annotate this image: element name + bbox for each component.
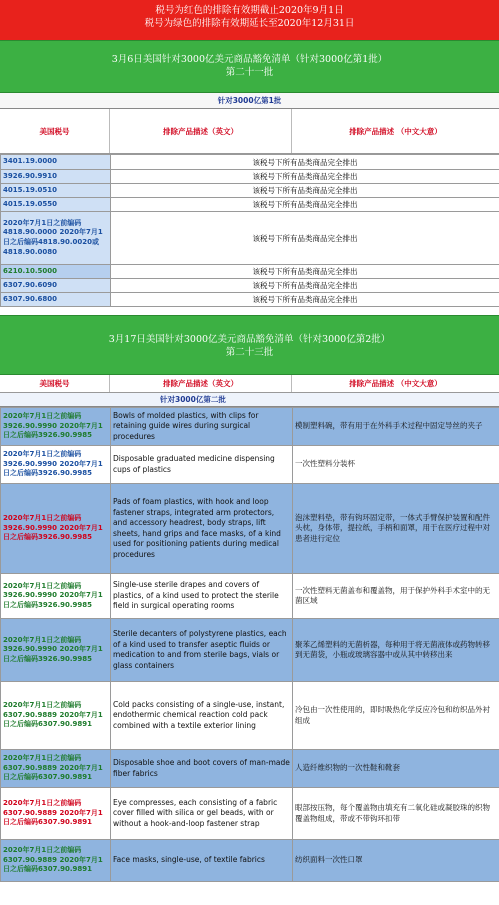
list2-col-en: 排除产品描述（英文） (110, 375, 292, 392)
chinese-description-cell: 眼部按压物，每个覆盖物由填充有二氧化硅或凝胶珠的织物覆盖物组成，带或不带钩环扣带 (293, 788, 499, 840)
list1-header-row (0, 109, 499, 154)
english-description-cell: Disposable shoe and boot covers of man-made fiber fabrics (111, 750, 293, 788)
description-cell: 该税号下所有品类商品完全排出 (111, 265, 499, 279)
table-row (1, 840, 499, 882)
table-row (1, 279, 499, 293)
chinese-description-cell: 聚苯乙烯塑料的无菌析器，每种用于将无菌液体或药物转移到无菌袋，小瓶或玻璃容器中或从其中转移出来 (293, 619, 499, 682)
english-description-cell: Single-use sterile drapes and covers of plastics, of a kind used to protect the sterile field in surgical operating rooms (111, 574, 293, 619)
table-row (1, 212, 499, 265)
english-description-cell: Eye compresses, each consisting of a fabric cover filled with silica or gel beads, with or without a hook-and-loop fastener strap (111, 788, 293, 840)
list1-title (0, 40, 499, 93)
table-row (1, 619, 499, 682)
description-cell: 该税号下所有品类商品完全排出 (111, 279, 499, 293)
english-description-cell: Pads of foam plastics, with hook and loop fastener straps, integrated arm protectors, and accessory headrest, body straps, lift sheets, hand grips and face masks, of a kind used for positioning patients during medical procedures (111, 484, 293, 574)
hs-code-cell: 6307.90.6090 (1, 279, 111, 293)
hs-code-cell: 2020年7月1日之前编码4818.90.0000 2020年7月1日之后编码4818.90.0020或4818.90.0080 (1, 212, 111, 265)
hs-code-cell: 2020年7月1日之前编码6307.90.9889 2020年7月1日之后编码6307.90.9891 (1, 750, 111, 788)
table-row (1, 265, 499, 279)
table-row (1, 750, 499, 788)
description-cell: 该税号下所有品类商品完全排出 (111, 212, 499, 265)
table-row (1, 184, 499, 198)
list2-title-batch: 第二十三批 (225, 347, 274, 358)
list2-header-row (0, 375, 499, 393)
chinese-description-cell: 冷包由一次性使用的，即时吸热化学反应冷包和纺织品外衬组成 (293, 682, 499, 750)
list2-col-code: 美国税号 (0, 375, 110, 392)
table-row (1, 170, 499, 184)
english-description-cell: Cold packs consisting of a single-use, instant, endothermic chemical reaction cold pack combined with a textile exterior lining (111, 682, 293, 750)
hs-code-cell: 2020年7月1日之前编码3926.90.9990 2020年7月1日之后编码3926.90.9985 (1, 484, 111, 574)
hs-code-cell: 2020年7月1日之前编码6307.90.9889 2020年7月1日之后编码6307.90.9891 (1, 840, 111, 882)
english-description-cell: Disposable graduated medicine dispensing cups of plastics (111, 446, 293, 484)
chinese-description-cell: 纺织面料一次性口罩 (293, 840, 499, 882)
chinese-description-cell: 人造纤维织物的一次性鞋和靴套 (293, 750, 499, 788)
table-row (1, 198, 499, 212)
chinese-description-cell: 一次性塑料分装杯 (293, 446, 499, 484)
chinese-description-cell: 一次性塑料无菌盖布和覆盖物，用于保护外科手术室中的无菌区域 (293, 574, 499, 619)
list2-title (0, 315, 499, 375)
hs-code-cell: 6210.10.5000 (1, 265, 111, 279)
description-cell: 该税号下所有品类商品完全排出 (111, 293, 499, 307)
description-cell: 该税号下所有品类商品完全排出 (111, 170, 499, 184)
hs-code-cell: 2020年7月1日之前编码3926.90.9990 2020年7月1日之后编码3926.90.9985 (1, 619, 111, 682)
hs-code-cell: 2020年7月1日之前编码6307.90.9889 2020年7月1日之后编码6307.90.9891 (1, 682, 111, 750)
list1-col-code: 美国税号 (0, 109, 110, 153)
expiry-banner (0, 0, 499, 40)
list2-table (0, 407, 499, 882)
hs-code-cell: 3926.90.9910 (1, 170, 111, 184)
list1-col-en: 排除产品描述（英文） (110, 109, 292, 153)
list1-subhead: 针对3000亿第1批 (0, 93, 499, 109)
hs-code-cell: 2020年7月1日之前编码3926.90.9990 2020年7月1日之后编码3926.90.9985 (1, 408, 111, 446)
table-row (1, 574, 499, 619)
banner-line-red: 税号为红色的排除有效期截止2020年9月1日 (155, 5, 344, 16)
table-row (1, 682, 499, 750)
english-description-cell: Bowls of molded plastics, with clips for retaining guide wires during surgical procedures (111, 408, 293, 446)
hs-code-cell: 2020年7月1日之前编码6307.90.9889 2020年7月1日之后编码6307.90.9891 (1, 788, 111, 840)
hs-code-cell: 6307.90.6800 (1, 293, 111, 307)
banner-line-green: 税号为绿色的排除有效期延长至2020年12月31日 (144, 17, 355, 29)
english-description-cell: Sterile decanters of polystyrene plastics, each of a kind used to transfer aseptic fluids or medication to and from sterile bags, vials or glass containers (111, 619, 293, 682)
table-row (1, 484, 499, 574)
hs-code-cell: 2020年7月1日之前编码3926.90.9990 2020年7月1日之后编码3926.90.9985 (1, 574, 111, 619)
hs-code-cell: 4015.19.0510 (1, 184, 111, 198)
list2-col-zh: 排除产品描述 （中文大意） (349, 379, 442, 388)
description-cell: 该税号下所有品类商品完全排出 (111, 198, 499, 212)
table-row (1, 155, 499, 170)
table-row (1, 408, 499, 446)
list1-table (0, 154, 499, 307)
chinese-description-cell: 泡沫塑料垫，带有钩环固定带，一体式手臂保护装置和配件头枕，身体带，提拉纸，手柄和面罩，用于在医疗过程中对患者进行定位 (293, 484, 499, 574)
hs-code-cell: 4015.19.0550 (1, 198, 111, 212)
description-cell: 该税号下所有品类商品完全排出 (111, 155, 499, 170)
description-cell: 该税号下所有品类商品完全排出 (111, 184, 499, 198)
table-row (1, 446, 499, 484)
list2-subhead: 针对3000亿第二批 (0, 393, 499, 407)
table-row (1, 293, 499, 307)
english-description-cell: Face masks, single-use, of textile fabrics (111, 840, 293, 882)
hs-code-cell: 3401.19.0000 (1, 155, 111, 170)
list1-title-main: 3月6日美国针对3000亿美元商品豁免清单（针对3000亿第1批） (111, 54, 388, 65)
list2-title-main: 3月17日美国针对3000亿美元商品豁免清单（针对3000亿第2批） (108, 334, 391, 345)
list1-col-zh: 排除产品描述 （中文大意） (349, 126, 442, 136)
table-row (1, 788, 499, 840)
chinese-description-cell: 模制塑料碗，带有用于在外科手术过程中固定导丝的夹子 (293, 408, 499, 446)
list1-title-batch: 第二十一批 (225, 67, 274, 78)
hs-code-cell: 2020年7月1日之前编码3926.90.9990 2020年7月1日之后编码3926.90.9985 (1, 446, 111, 484)
